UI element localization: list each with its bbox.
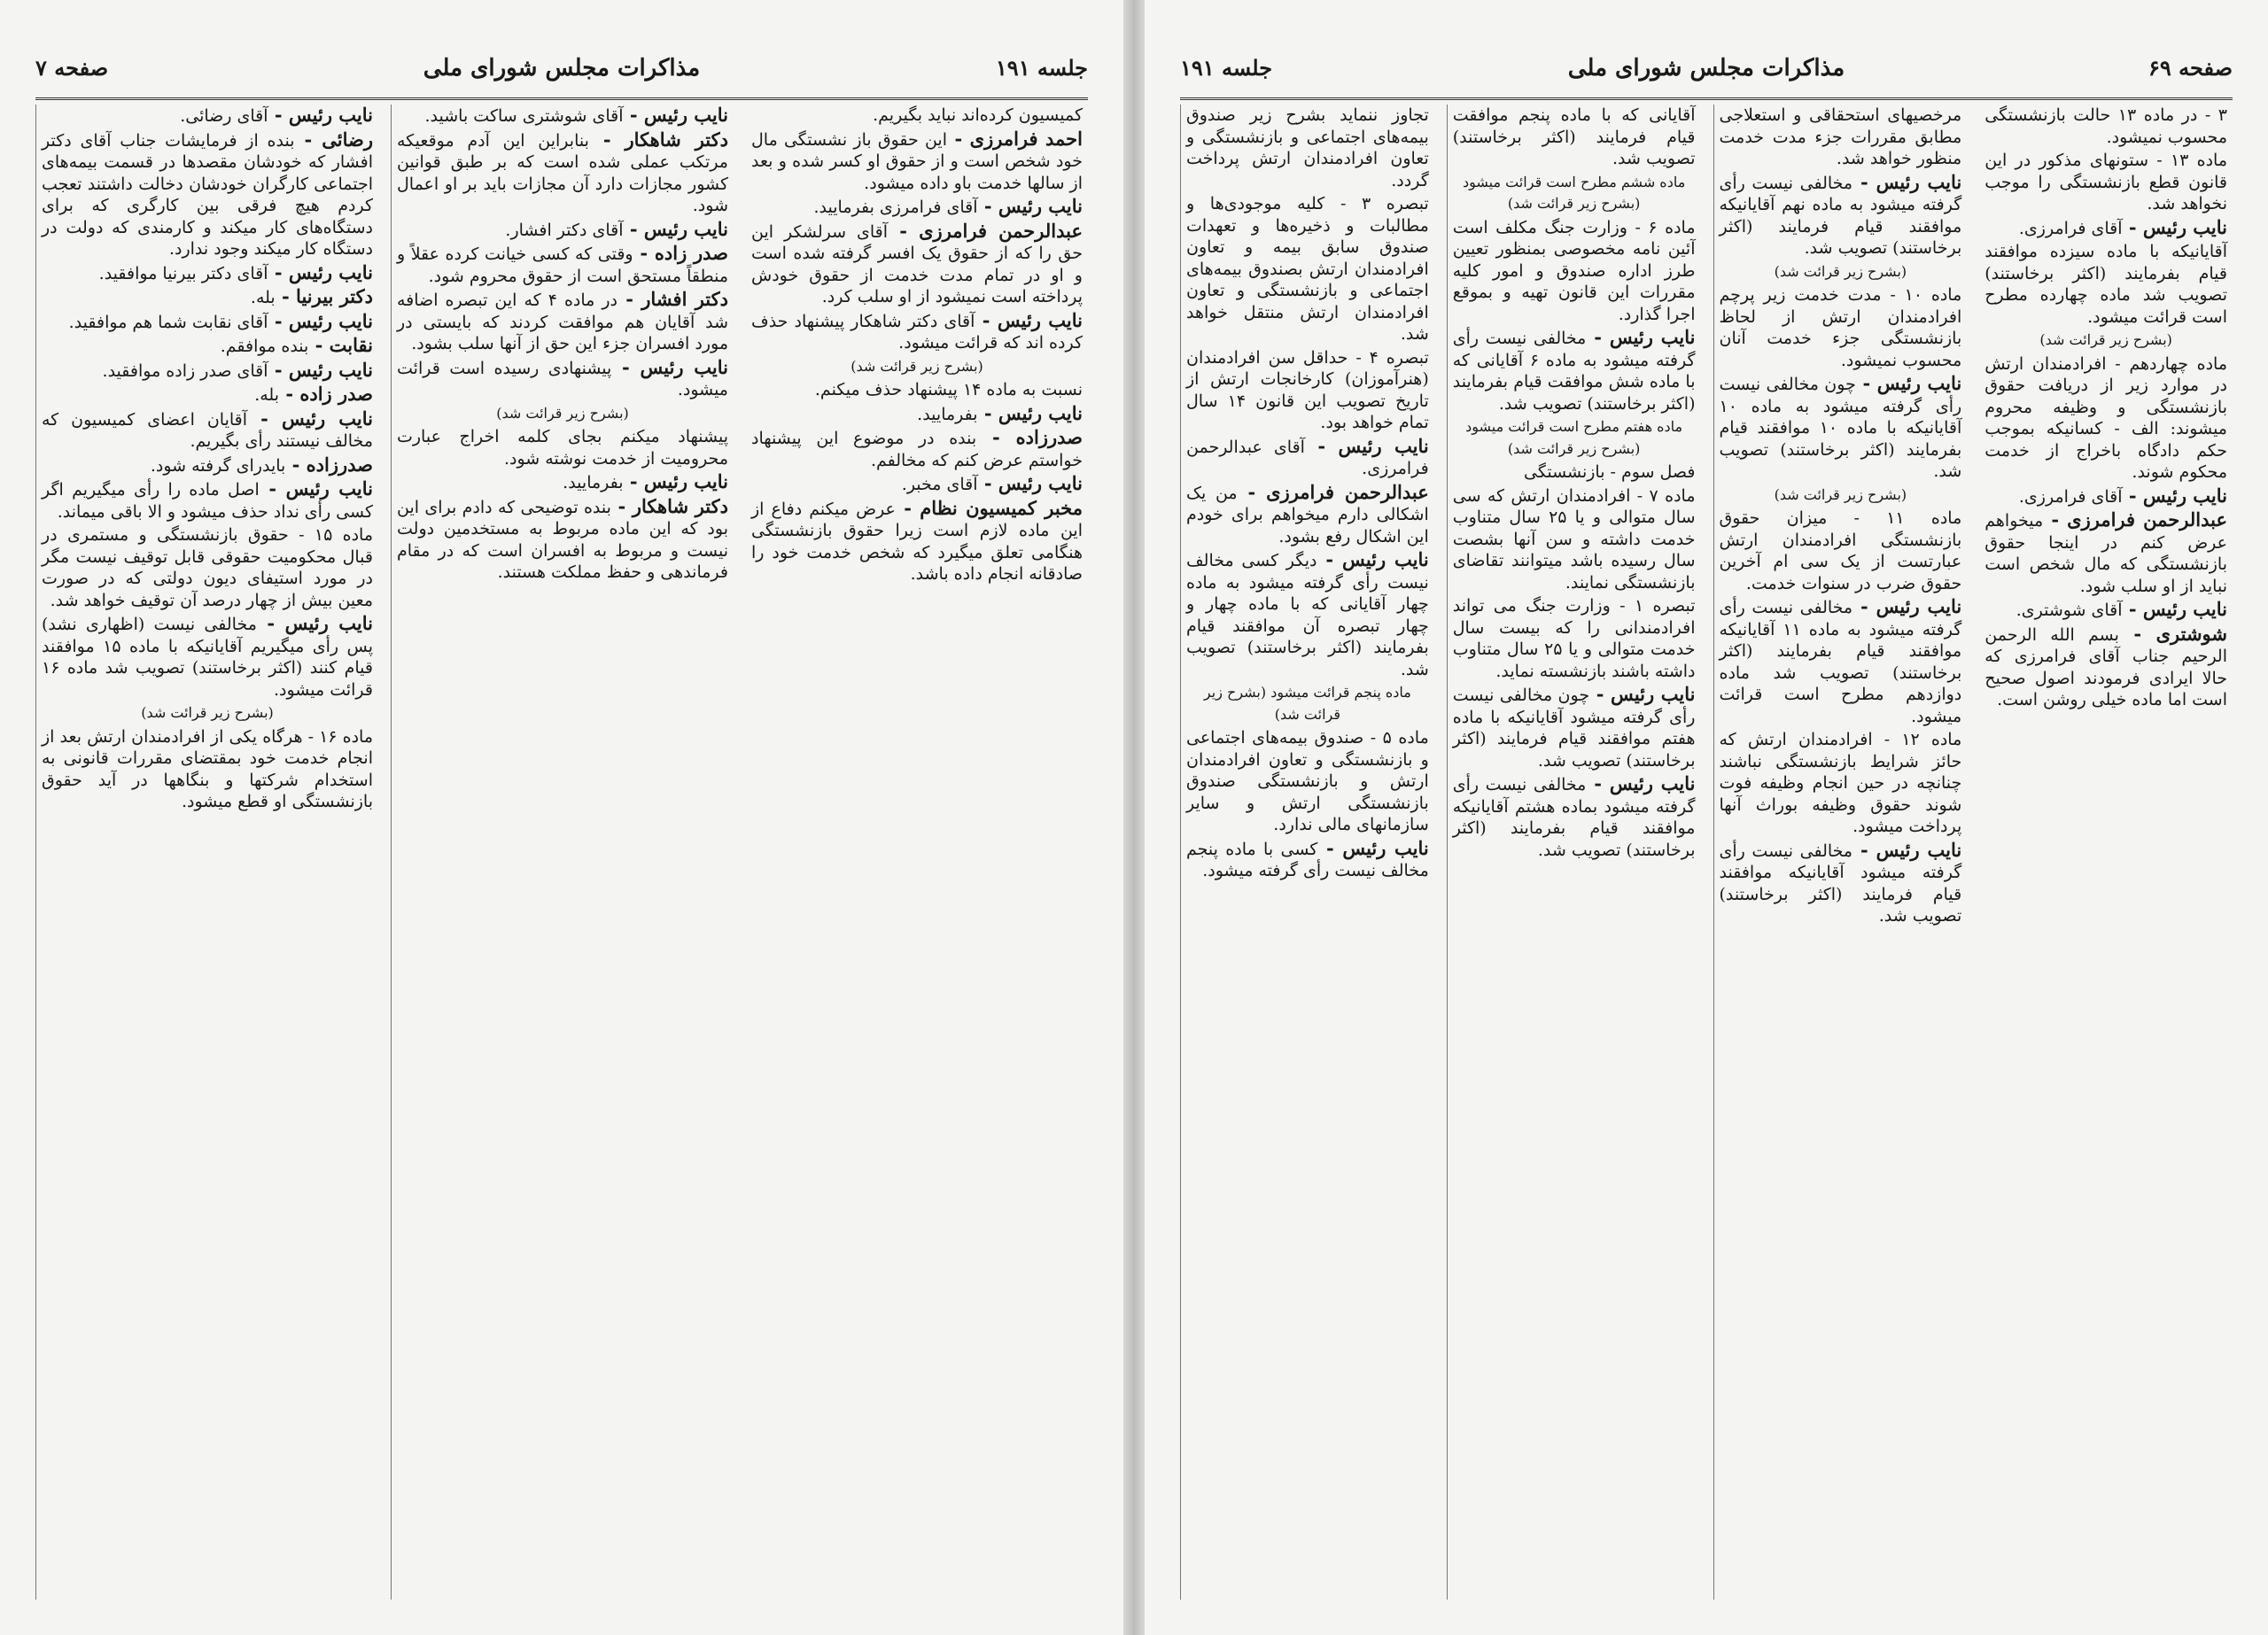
- speaker-name: نایب رئیس -: [1852, 595, 1962, 617]
- speech-text: آقای فرامرزی.: [2018, 486, 2123, 507]
- speech-text: آقایان اعضای کمیسیون که مخالف نیستند رأی بگیریم.: [42, 409, 373, 451]
- speech-text: بایدرای گرفته شود.: [150, 455, 286, 476]
- speech-text: فصل سوم - بازنشستگی: [1524, 462, 1696, 482]
- paragraph: [1984, 241, 2227, 328]
- paragraph: [751, 403, 1083, 426]
- speech-text: آقای دکتر شاهکار پیشنهاد حذف کرده اند که قرائت میشود.: [751, 311, 1083, 353]
- speech-text: نسبت به ماده ۱۴ پیشنهاد حذف میکنم.: [814, 380, 1083, 399]
- speaker-name: نایب رئیس -: [268, 105, 373, 126]
- speech-text: ماده ۱۰ - مدت خدمت زیر پرچم افرادمندان ارتش از لحاظ بازنشستگی جزء خدمت آنان محسوب نمیشود.: [1719, 285, 1962, 370]
- speech-text: ماده ۷ - افرادمندان ارتش که سی سال متوالی و یا ۲۵ سال متناوب خدمت داشته و سن آنها بشصت سال رسیده باشد میتوانند تقاضای بازنشستگی نمایند.: [1452, 485, 1696, 593]
- paragraph: [1186, 193, 1429, 345]
- page-title: مذاکرات مجلس شورای ملی: [1567, 55, 1845, 81]
- speaker-name: نایب رئیس -: [977, 472, 1083, 494]
- left-page: [0, 0, 1123, 1635]
- paragraph: [42, 129, 373, 260]
- text-column: [1180, 105, 1434, 1600]
- speech-text: آقای شوشتری ساکت باشید.: [424, 106, 624, 126]
- page-number: صفحه ۷: [35, 55, 109, 81]
- paragraph: [751, 498, 1083, 585]
- text-column: [1447, 105, 1701, 1600]
- paragraph: [1984, 624, 2227, 711]
- speaker-name: نایب رئیس -: [1589, 683, 1696, 705]
- speaker-name: شوشتری -: [2118, 622, 2227, 645]
- paragraph: [42, 726, 373, 813]
- paragraph: [1984, 509, 2227, 597]
- speech-text: بنده موافقم.: [220, 337, 309, 356]
- speech-text: ماده چهاردهم - افرادمندان ارتش در موارد زیر از دریافت حقوق بازنشستگی و وظیفه محروم میشوند: الف - کسانیکه بموجب حکم دادگاه باخراج از خدمت محکوم شوند.: [1984, 353, 2227, 482]
- speaker-name: صدرزاده -: [285, 453, 373, 476]
- speech-text: مخالفی نیست رأی گرفته میشود به ماده نهم آقایانیکه موافقند قیام فرمایند (اکثر برخاستند) تصویب شد.: [1719, 173, 1962, 258]
- page-title: مذاکرات مجلس شورای ملی: [423, 55, 701, 81]
- speech-text: ماده ۱۱ - میزان حقوق بازنشستگی افرادمندان ارتش عبارتست از یک سی ام آخرین حقوق ضرب در سنوات خدمت.: [1719, 508, 1962, 593]
- speech-text: ماده ۱۶ - هرگاه یکی از افرادمندان ارتش بعد از انجام خدمت خود بمقتضای مقررات قانونی به استخدام شرکتها و بنگاهها در آید حقوق بازنشستگی او قطع میشود.: [42, 726, 373, 811]
- speech-text: ماده ۱۲ - افرادمندان ارتش که حائز شرایط بازنشستگی نباشند چنانچه در حین انجام وظیفه فوت شوند حقوق وظیفه بوراث آنها پرداخت میشود.: [1719, 730, 1962, 836]
- paragraph: [1186, 105, 1429, 191]
- right-columns: [1180, 105, 2233, 1600]
- speaker-name: دکتر شاهکار -: [610, 494, 728, 517]
- speech-text: ماده ۶ - وزارت جنگ مکلف است آئین نامه مخصوصی بمنظور تعیین طرز اداره صندوق و امور کلیه مقررات این قانون تهیه و بموقع اجرا گذارد.: [1452, 217, 1696, 324]
- speaker-name: نایب رئیس -: [1852, 838, 1962, 861]
- speech-text: آقای شوشتری.: [2016, 601, 2123, 620]
- speech-text: آقای مخبر.: [901, 475, 978, 494]
- paragraph: [397, 357, 728, 401]
- paragraph: [751, 128, 1083, 195]
- paragraph: [397, 496, 728, 584]
- speaker-name: عبدالرحمن فرامرزی -: [888, 219, 1083, 242]
- speech-text: میخواهم عرض کنم در اینجا حقوق بازنشستگی که مال شخص است نباید از او سلب شود.: [1984, 511, 2227, 596]
- reading-note: (بشرح زیر قرائت شد): [496, 404, 629, 422]
- speaker-name: نایب رئیس -: [1304, 434, 1429, 457]
- speech-text: دیگر کسی مخالف نیست رأی گرفته میشود به ماده چهار آقایانی که با ماده چهار و چهار تبصره آن موافقند قیام بفرمایند (اکثر برخاستند) تصویب شد.: [1186, 551, 1429, 679]
- right-page-header: [1180, 53, 2233, 100]
- paragraph: [1186, 347, 1429, 434]
- paragraph: [1984, 353, 2227, 484]
- paragraph: [1453, 105, 1696, 170]
- paragraph: [751, 473, 1083, 496]
- left-page-header: [35, 53, 1088, 100]
- speaker-name: دکتر افشار -: [617, 288, 728, 310]
- paragraph: [1720, 284, 1962, 371]
- paragraph: [1984, 485, 2227, 508]
- speech-text: ماده ۱۳ - ستونهای مذکور در این قانون قطع بازنشستگی را موجب نخواهد شد.: [1984, 151, 2228, 213]
- speaker-name: نایب رئیس -: [1317, 836, 1429, 859]
- speaker-name: صدرزاده -: [976, 426, 1083, 448]
- paragraph: [42, 311, 373, 334]
- speaker-name: نایب رئیس -: [623, 105, 728, 126]
- speech-text: من یک اشکالی دارم میخواهم برای خودم این اشکال رفع بشود.: [1186, 483, 1429, 546]
- reading-note: ماده هفتم مطرح است قرائت میشود (بشرح زیر قرائت شد): [1465, 418, 1683, 457]
- reading-note: (بشرح زیر قرائت شد): [2039, 331, 2172, 348]
- speech-text: مخالفی نیست رأی گرفته میشود به ماده ۶ آقایانی که با ماده شش موافقت قیام بفرمایند (اکثر برخاستند) تصویب شد.: [1452, 329, 1696, 414]
- reading-note: (بشرح زیر قرائت شد): [1774, 485, 1907, 503]
- paragraph: [1453, 684, 1696, 771]
- paragraph: [42, 335, 373, 358]
- paragraph: [42, 105, 373, 128]
- paragraph: [397, 105, 728, 128]
- speech-text: اصل ماده را رأی میگیریم اگر کسی رأی نداد حذف میشود و الا باقی میماند.: [42, 480, 373, 522]
- speech-text: این حقوق باز نشستگی مال خود شخص است و از حقوق او کسر شده و بعد از سالها خدمت باو داده میشود.: [751, 129, 1083, 193]
- paragraph: [397, 471, 728, 494]
- speech-text: آقای فرامرزی.: [2018, 218, 2123, 238]
- paragraph: [42, 524, 373, 611]
- session-number: جلسه ۱۹۱: [1180, 55, 1273, 81]
- speech-text: آقای صدر زاده موافقید.: [102, 360, 268, 381]
- speech-text: بنابراین این آدم موقعیکه مرتکب عملی شده است که بر طبق قوانین کشور مجازات دارد آن مجازات باید بر او اعمال شود.: [397, 130, 728, 215]
- paragraph: [1186, 727, 1429, 836]
- speech-text: تجاوز ننماید بشرح زیر صندوق بیمه‌های اجتماعی و بازنشستگی و تعاون افرادمندان ارتش پرداخت گردد.: [1186, 105, 1429, 190]
- paragraph: [1720, 373, 1962, 483]
- speaker-name: نایب رئیس -: [977, 195, 1083, 217]
- speaker-name: نایب رئیس -: [623, 217, 728, 240]
- paragraph: [42, 478, 373, 523]
- paragraph: [1453, 773, 1696, 861]
- speech-text: بفرمایید.: [563, 473, 624, 492]
- speech-text: بنده توضیحی که دادم برای این بود که این ماده مربوط به مستخدمین دولت نیست و مربوط به افسران است که در مقام فرماندهی و حفظ مملکت هستند.: [397, 497, 728, 582]
- paragraph: [1720, 729, 1962, 838]
- speaker-name: نایب رئیس -: [2122, 484, 2227, 507]
- left-columns: [35, 105, 1088, 1600]
- speech-text: آقای سرلشکر این حق را که از حقوق یک افسر گرفته شده است و او در تمام مدت خدمت از حقوق خودش پرداخته است نمیشود از او سلب کرد.: [751, 221, 1083, 306]
- speech-text: بله.: [254, 385, 280, 405]
- paragraph: [751, 427, 1083, 471]
- paragraph: [397, 129, 728, 217]
- speaker-name: نقابت -: [308, 334, 373, 356]
- page-number: صفحه ۶۹: [2148, 55, 2233, 81]
- paragraph: [1984, 599, 2227, 622]
- paragraph: [42, 360, 373, 383]
- speaker-name: صدر زاده -: [633, 242, 728, 264]
- paragraph: [42, 384, 373, 407]
- book-gutter: [1123, 0, 1145, 1635]
- speech-text: مخالفی نیست (اظهاری نشد) پس رأی میگیریم آقایانیکه با ماده ۱۵ موافقند قیام کنند (اکثر برخاستند) تصویب شد ماده ۱۶ قرائت میشود.: [42, 615, 373, 700]
- speaker-name: نایب رئیس -: [623, 470, 728, 492]
- paragraph: [1186, 838, 1429, 882]
- paragraph: [1186, 549, 1429, 680]
- paragraph: [42, 262, 373, 285]
- text-column: [1979, 105, 2233, 1600]
- speech-text: وقتی که کسی خیانت کرده عقلاً و منطقاً مستحق است از حقوق محروم شود.: [397, 244, 728, 286]
- paragraph: [397, 243, 728, 287]
- speech-text: بفرمایید.: [917, 404, 978, 424]
- speech-text: ماده ۵ - صندوق بیمه‌های اجتماعی و بازنشستگی و تعاون افرادمندان ارتش و بازنشستگی صندوق بازنشستگی ارتش و سایر سازمانهای مالی ندارد.: [1186, 728, 1429, 834]
- speech-text: آقای دکتر بیرنیا موافقید.: [98, 263, 268, 283]
- text-column: [1713, 105, 1968, 1600]
- paragraph: [1720, 596, 1962, 727]
- text-column: [35, 105, 378, 1600]
- speech-text: ۳ - در ماده ۱۳ حالت بازنشستگی محسوب نمیشود.: [1984, 105, 2227, 147]
- paragraph: [1984, 150, 2227, 215]
- speaker-name: نایب رئیس -: [268, 309, 373, 332]
- speech-text: کسی با ماده پنجم مخالف نیست رأی گرفته میشود.: [1186, 839, 1429, 880]
- speech-text: آقای فرامرزی بفرمایید.: [813, 198, 978, 217]
- speech-text: تبصره ۱ - وزارت جنگ می تواند افرادمندانی را که بیست سال خدمت متوالی و یا ۲۵ سال متناوب داشته باشند بازنشسته نماید.: [1452, 596, 1696, 681]
- speech-text: ماده ۱۵ - حقوق بازنشستگی و مستمری در قبال محکومیت حقوقی قابل توقیف نیست مگر در مورد استیفای دیون دولتی که در صورت معین بیش از چهار درصد آن توقیف خواهد شد.: [42, 525, 373, 610]
- paragraph: [751, 196, 1083, 219]
- paragraph: [397, 219, 728, 242]
- paragraph: [42, 454, 373, 477]
- speech-text: مخالفی نیست رأی گرفته میشود به ماده ۱۱ آقایانیکه موافقند قیام بفرمایند (اکثر برخاستند) تصویب شد ماده دوازدهم مطرح است قرائت میشود.: [1719, 598, 1962, 726]
- speech-text: آقایانی که با ماده پنجم موافقت قیام فرمایند (اکثر برخاستند) تصویب شد.: [1452, 105, 1696, 168]
- speaker-name: نایب رئیس -: [247, 407, 374, 430]
- speaker-name: نایب رئیس -: [975, 308, 1083, 331]
- text-column: [391, 105, 734, 1600]
- paragraph: [42, 286, 373, 309]
- paragraph: [1453, 461, 1696, 484]
- speech-text: پیشنهادی رسیده است قرائت میشود.: [397, 358, 728, 399]
- speaker-name: نایب رئیس -: [256, 612, 374, 634]
- speech-text: آقای نقابت شما هم موافقید.: [68, 312, 268, 332]
- speaker-name: صدر زاده -: [279, 383, 373, 405]
- speaker-name: رضائی -: [294, 128, 373, 151]
- paragraph: [751, 310, 1083, 354]
- paragraph: [1186, 482, 1429, 548]
- paragraph: [1720, 105, 1962, 170]
- speech-text: آقایانیکه با ماده سیزده موافقند قیام بفرمایند (اکثر برخاستند) تصویب شد ماده چهارده مطرح است قرائت میشود.: [1984, 242, 2227, 327]
- speech-text: بنده در موضوع این پیشنهاد خواستم عرض کنم که مخالفم.: [751, 429, 1083, 470]
- reading-note: (بشرح زیر قرائت شد): [850, 357, 983, 375]
- paragraph: [1453, 217, 1696, 326]
- speech-text: مرخصیهای استحقاقی و استعلاجی مطابق مقررات جزء مدت خدمت منظور خواهد شد.: [1719, 105, 1962, 168]
- paragraph: [1720, 172, 1962, 260]
- speech-text: تبصره ۳ - کلیه موجودی‌ها و مطالبات و ذخیره‌ها و تعهدات صندوق سابق بیمه و تعاون افرادمندان ارتش بصندوق بیمه‌های اجتماعی و بازنشستگی و تعاون افرادمندان ارتش منتقل خواهد شد.: [1186, 194, 1429, 344]
- paragraph: [397, 426, 728, 469]
- paragraph: [751, 221, 1083, 308]
- paragraph: [42, 613, 373, 701]
- speaker-name: نایب رئیس -: [268, 260, 373, 283]
- speech-text: بنده از فرمایشات جناب آقای دکتر افشار که خودشان مقصدها در قسمت بیمه‌های اجتماعی کارگران خودشان دخالت داشتند تعجب کردم هیچ فرقی بین کارگری که برای دستگاه‌های کار میکند و کارمندی که دولت در دستگاه کار میکند وجود ندارد.: [42, 130, 373, 259]
- speech-text: بسم الله الرحمن الرحیم جناب آقای فرامرزی که حالا ایرادی فرمودند اصول صحیح است اما ماده خیلی روشن است.: [1984, 624, 2227, 709]
- speech-text: آقای دکتر افشار.: [505, 220, 624, 240]
- paragraph: [1186, 436, 1429, 480]
- speech-text: بله.: [250, 288, 276, 307]
- reading-note: ماده ششم مطرح است قرائت میشود (بشرح زیر قرائت شد): [1462, 173, 1686, 212]
- speaker-name: نایب رئیس -: [259, 477, 373, 500]
- speaker-name: نایب رئیس -: [1852, 170, 1962, 193]
- speaker-name: نایب رئیس -: [2122, 215, 2227, 238]
- reading-note: (بشرح زیر قرائت شد): [141, 704, 274, 721]
- reading-note: ماده پنجم قرائت میشود (بشرح زیر قرائت شد): [1203, 684, 1411, 723]
- paragraph: [397, 289, 728, 355]
- speaker-name: دکتر بیرنیا -: [275, 285, 373, 307]
- speaker-name: نایب رئیس -: [2122, 598, 2227, 620]
- reading-note: (بشرح زیر قرائت شد): [1774, 262, 1907, 280]
- speaker-name: نایب رئیس -: [1317, 548, 1429, 570]
- speaker-name: نایب رئیس -: [1855, 372, 1962, 394]
- right-page: [1145, 0, 2268, 1635]
- speech-text: عرض میکنم دفاع از این ماده لازم است زیرا حقوق بازنشستگی هنگامی تعلق میگیرد که شخص خدمت خود را صادقانه انجام داده باشد.: [751, 499, 1083, 584]
- paragraph: [1453, 485, 1696, 594]
- speaker-name: نایب رئیس -: [977, 401, 1083, 424]
- speech-text: مخالفی نیست رأی گرفته میشود آقایانیکه موافقند قیام فرمایند (اکثر برخاستند) تصویب شد.: [1719, 841, 1962, 926]
- paragraph: [1984, 105, 2227, 148]
- session-number: جلسه ۱۹۱: [995, 55, 1088, 81]
- paragraph: [1720, 840, 1962, 927]
- speech-text: پیشنهاد میکنم بجای کلمه اخراج عبارت محرومیت از خدمت نوشته شود.: [397, 427, 728, 469]
- speech-text: کمیسیون کرده‌اند نباید بگیریم.: [873, 105, 1083, 125]
- speech-text: آقای عبدالرحمن فرامرزی.: [1186, 437, 1429, 478]
- speech-text: در ماده ۴ که این تبصره اضافه شد آقایان هم موافقت کردند که بایستی در مورد افسران جزء این حق از آنها سلب بشود.: [397, 291, 728, 353]
- speaker-name: نایب رئیس -: [1586, 326, 1696, 348]
- speech-text: چون مخالفی نیست رأی گرفته میشود به ماده ۱۰ آقایانیکه با ماده ۱۰ موافقند قیام بفرمایند (اکثر برخاستند) تصویب شد.: [1719, 375, 1962, 481]
- speaker-name: عبدالرحمن فرامرزی -: [1237, 480, 1429, 503]
- speaker-name: نایب رئیس -: [268, 358, 373, 381]
- speech-text: تبصره ۴ - حداقل سن افرادمندان (هنرآموزان) کارخانجات ارتش از تاریخ تصویب این قانون ۱۴ سال تمام خواهد بود.: [1186, 347, 1429, 432]
- speech-text: چون مخالفی نیست رأی گرفته میشود آقایانیکه با ماده هفتم موافقند قیام فرمایند (اکثر برخاستند) تصویب شد.: [1452, 686, 1696, 771]
- speaker-name: نایب رئیس -: [611, 355, 728, 378]
- speaker-name: عبدالرحمن فرامرزی -: [2043, 508, 2227, 531]
- speaker-name: دکتر شاهکار -: [588, 128, 728, 151]
- paragraph: [42, 408, 373, 453]
- text-column: [746, 105, 1088, 1600]
- paragraph: [1453, 327, 1696, 415]
- speaker-name: احمد فرامرزی -: [947, 127, 1083, 150]
- speech-text: مخالفی نیست رأی گرفته میشود بماده هشتم آقایانیکه موافقند قیام بفرمایند (اکثر برخاستند) تصویب شد.: [1452, 775, 1696, 860]
- paragraph: [751, 105, 1083, 127]
- speech-text: آقای رضائی.: [180, 106, 268, 126]
- speaker-name: نایب رئیس -: [1586, 772, 1696, 794]
- paragraph: [1453, 595, 1696, 682]
- paragraph: [751, 379, 1083, 401]
- speaker-name: مخبر کمیسیون نظام -: [895, 496, 1083, 519]
- paragraph: [1720, 508, 1962, 594]
- paragraph: [1984, 217, 2227, 240]
